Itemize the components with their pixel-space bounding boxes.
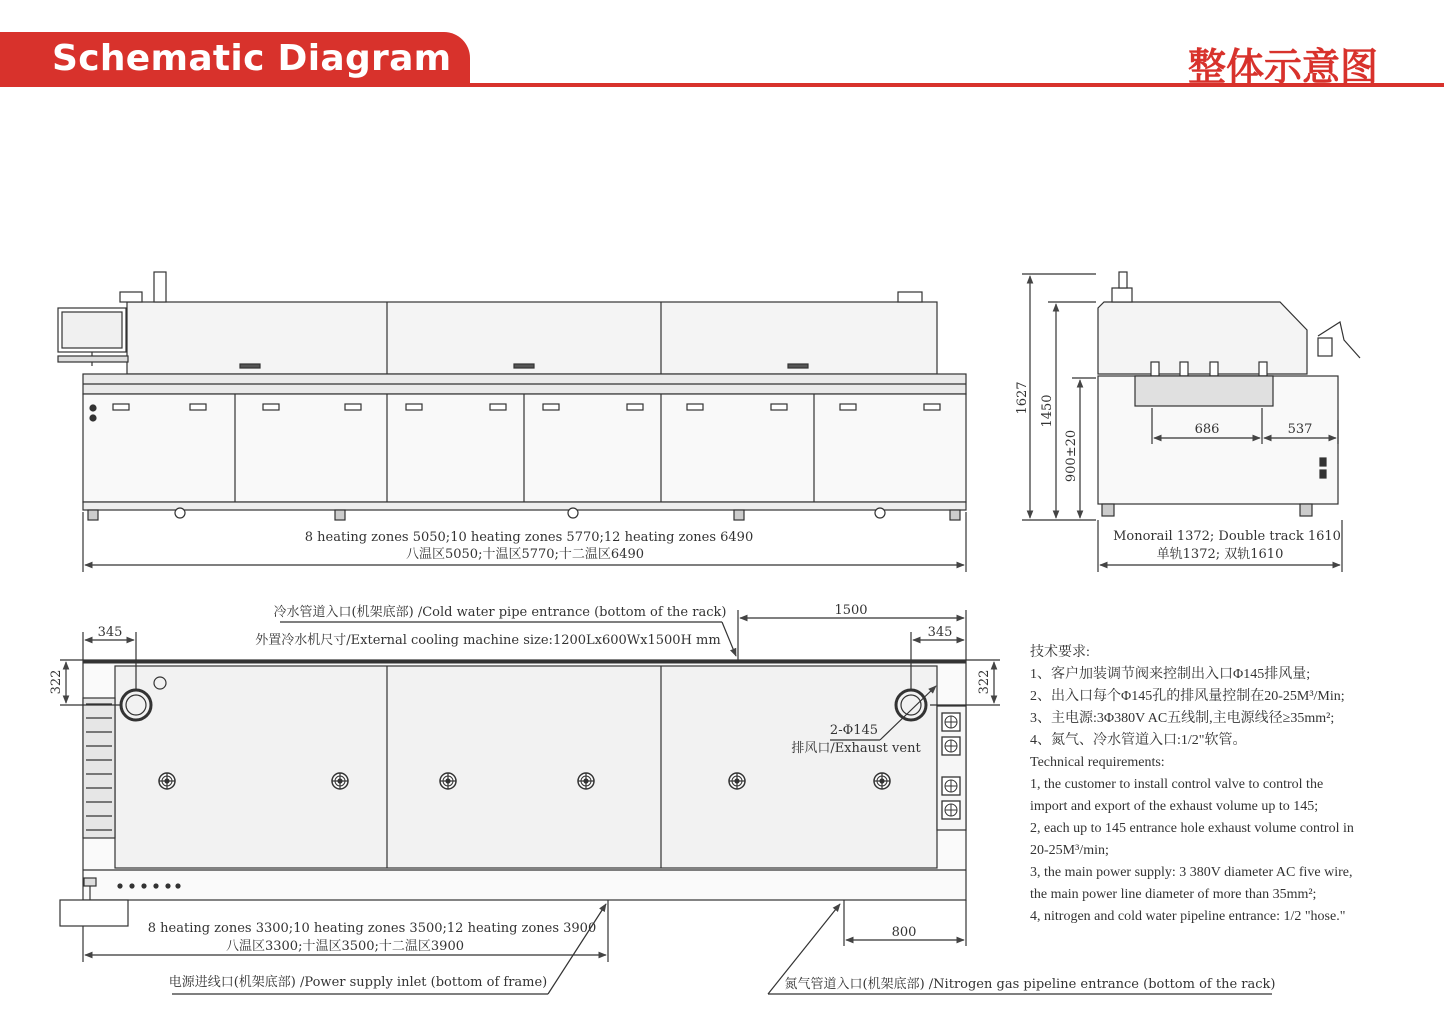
power-inlet-label: 电源进线口(机架底部) /Power supply inlet (bottom of frame) <box>168 975 548 990</box>
top-dim-left-offset: 345 <box>97 625 123 640</box>
cold-water-label: 冷水管道入口(机架底部) /Cold water pipe entrance (bottom of the rack) <box>273 605 727 620</box>
side-dim-track-height: 900±20 <box>1064 429 1079 483</box>
technical-requirements <box>1030 642 1430 928</box>
page-title-cn: 整体示意图 <box>1187 45 1378 89</box>
side-dim-body-height: 1450 <box>1040 394 1055 428</box>
exhaust-label: 排风口/Exhaust vent <box>791 741 921 756</box>
side-dim-width-b: 537 <box>1287 422 1313 437</box>
side-width-cn: 单轨1372; 双轨1610 <box>1156 547 1284 562</box>
front-view <box>58 272 966 572</box>
requirements-title-en: Technical requirements: <box>1030 755 1165 770</box>
front-length-en: 8 heating zones 5050;10 heating zones 5770;12 heating zones 6490 <box>304 530 754 545</box>
side-dim-total-height: 1627 <box>1015 381 1030 415</box>
nitrogen-label: 氮气管道入口(机架底部) /Nitrogen gas pipeline entrance (bottom of the rack) <box>784 977 1276 992</box>
cooling-machine-label: 外置冷水机尺寸/External cooling machine size:1200Lx600Wx1500H mm <box>255 633 721 648</box>
requirement-en-1: 1, the customer to install control valve to control the <box>1030 777 1324 792</box>
requirement-cn-1: 1、客户加装调节阀来控制出入口Φ145排风量; <box>1030 667 1311 682</box>
side-dim-width-a: 686 <box>1194 422 1220 437</box>
page-title: Schematic Diagram <box>52 38 452 79</box>
requirements-title-cn: 技术要求: <box>1030 645 1090 660</box>
requirement-en-5: 3, the main power supply: 3 380V diameter AC five wire, <box>1030 865 1353 880</box>
top-dim-cooling-span: 1500 <box>834 603 868 618</box>
requirement-en-4: 20-25M³/min; <box>1030 843 1109 858</box>
top-dim-right-offset: 345 <box>927 625 953 640</box>
requirement-cn-4: 4、氮气、冷水管道入口:1/2"软管。 <box>1030 733 1247 748</box>
signal-tower <box>154 272 166 302</box>
front-length-cn: 八温区5050;十温区5770;十二温区6490 <box>405 547 645 562</box>
side-hood <box>1098 302 1307 374</box>
top-dim-left-depth: 322 <box>49 669 64 695</box>
requirement-en-7: 4, nitrogen and cold water pipeline entrance: 1/2 "hose." <box>1030 909 1346 924</box>
top-length-cn: 八温区3300;十温区3500;十二温区3900 <box>225 939 465 954</box>
exhaust-qty-label: 2-Φ145 <box>829 723 879 738</box>
top-length-en: 8 heating zones 3300;10 heating zones 3500;12 heating zones 3900 <box>147 921 597 936</box>
requirement-en-2: import and export of the exhaust volume up to 145; <box>1030 799 1319 814</box>
top-dim-right-depth: 322 <box>977 669 992 695</box>
top-control-box <box>60 900 128 926</box>
requirement-cn-3: 3、主电源:3Φ380V AC五线制,主电源线径≥35mm²; <box>1030 711 1335 726</box>
top-dim-nitrogen-offset: 800 <box>891 925 917 940</box>
requirement-en-3: 2, each up to 145 entrance hole exhaust volume control in <box>1030 821 1354 836</box>
side-width-en: Monorail 1372; Double track 1610 <box>1113 529 1341 544</box>
front-hood <box>127 302 937 374</box>
requirement-cn-2: 2、出入口每个Φ145孔的排风量控制在20-25M³/Min; <box>1030 689 1345 704</box>
requirement-en-6: the main power line diameter of more than 35mm²; <box>1030 887 1317 902</box>
top-hood <box>115 666 937 868</box>
